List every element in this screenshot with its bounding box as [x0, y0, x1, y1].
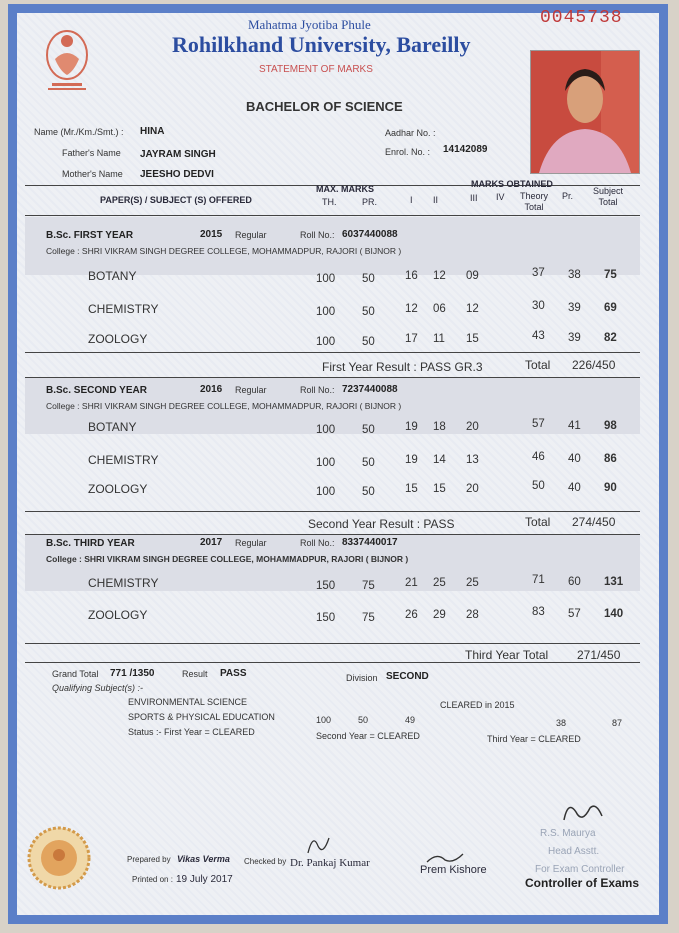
- subject-name: CHEMISTRY: [88, 302, 159, 316]
- max-pr: 75: [362, 612, 375, 624]
- max-pr: 75: [362, 580, 375, 592]
- max-pr: 50: [362, 273, 375, 285]
- col-ii: II: [433, 195, 439, 205]
- practical-marks: 39: [568, 332, 581, 344]
- col-marks-obtained: MARKS OBTAINED: [471, 179, 553, 189]
- year-total-value: 274/450: [572, 515, 616, 529]
- degree-title: BACHELOR OF SCIENCE: [246, 99, 403, 114]
- marks-ii: 11: [433, 333, 445, 345]
- university-name: Rohilkhand University, Bareilly: [172, 32, 471, 57]
- status-second-year: Second Year = CLEARED: [316, 731, 420, 741]
- marks-i: 26: [405, 609, 418, 621]
- theory-total: 83: [532, 606, 545, 618]
- status-first-year: Status :- First Year = CLEARED: [128, 727, 255, 737]
- marks-i: 19: [405, 454, 418, 466]
- enrol-label: Enrol. No. :: [385, 147, 431, 157]
- mother-label: Mother's Name: [62, 169, 123, 179]
- sports-subject: SPORTS & PHYSICAL EDUCATION: [128, 712, 275, 722]
- marks-i: 12: [405, 303, 418, 315]
- result-rule: [25, 511, 640, 512]
- max-pr: 50: [362, 424, 375, 436]
- mother-name: JEESHO DEDVI: [140, 169, 214, 180]
- max-th: 150: [316, 612, 336, 624]
- subject-total: 131: [604, 576, 624, 588]
- marks-iii: 09: [466, 270, 479, 282]
- signature-prem: [425, 850, 465, 866]
- subject-total: 75: [604, 269, 617, 281]
- summary-top-rule: [25, 662, 640, 663]
- student-name: HINA: [140, 126, 165, 137]
- marks-ii: 06: [433, 303, 446, 315]
- theory-total: 50: [532, 480, 545, 492]
- practical-marks: 41: [568, 420, 581, 432]
- marks-ii: 18: [433, 421, 446, 433]
- marks-i: 21: [405, 577, 418, 589]
- grand-total-value: 771 /1350: [110, 668, 155, 679]
- env-status: CLEARED in 2015: [440, 700, 515, 710]
- marks-i: 16: [405, 270, 418, 282]
- signature-controller: [560, 798, 604, 826]
- roll-label: Roll No.:: [300, 538, 335, 548]
- marks-ii: 15: [433, 483, 446, 495]
- col-pr: PR.: [362, 197, 378, 207]
- marks-iii: 20: [466, 483, 479, 495]
- practical-marks: 57: [568, 608, 581, 620]
- theory-total: 37: [532, 267, 545, 279]
- year-exam-year: 2017: [200, 537, 223, 548]
- subject-total: 69: [604, 302, 617, 314]
- max-th: 100: [316, 486, 336, 498]
- subject-name: ZOOLOGY: [88, 608, 148, 622]
- college-name: College : SHRI VIKRAM SINGH DEGREE COLLEGE, MOHAMMADPUR, RAJORI ( BIJNOR ): [46, 246, 402, 256]
- year-total-label: Third Year Total: [465, 648, 549, 662]
- roll-label: Roll No.:: [300, 230, 335, 240]
- theory-total: 57: [532, 418, 545, 430]
- subject-name: CHEMISTRY: [88, 576, 159, 590]
- marks-i: 15: [405, 483, 418, 495]
- year-type: Regular: [235, 385, 267, 395]
- marks-iii: 13: [466, 454, 479, 466]
- year-title: B.Sc. SECOND YEAR: [46, 385, 147, 396]
- enrol-number: 14142089: [443, 144, 488, 155]
- col-papers: PAPER(S) / SUBJECT (S) OFFERED: [100, 195, 252, 205]
- status-third-year: Third Year = CLEARED: [487, 734, 581, 744]
- practical-marks: 38: [568, 269, 581, 281]
- max-pr: 50: [362, 306, 375, 318]
- year-total-value: 226/450: [572, 358, 616, 372]
- document-type: STATEMENT OF MARKS: [259, 64, 373, 75]
- marks-ii: 29: [433, 609, 446, 621]
- marks-iii: 15: [466, 333, 479, 345]
- max-th: 100: [316, 424, 336, 436]
- marks-i: 19: [405, 421, 418, 433]
- max-th: 100: [316, 273, 336, 285]
- college-name: College : SHRI VIKRAM SINGH DEGREE COLLEGE, MOHAMMADPUR, RAJORI ( BIJNOR ): [46, 554, 409, 564]
- roll-number: 6037440088: [342, 229, 398, 240]
- year-exam-year: 2015: [200, 229, 223, 240]
- father-label: Father's Name: [62, 148, 121, 158]
- col-iv: IV: [496, 192, 505, 202]
- col-subject-total: Subject Total: [592, 186, 624, 207]
- max-th: 100: [316, 306, 336, 318]
- marks-i: 17: [405, 333, 418, 345]
- controller-title-bold: Controller of Exams: [525, 876, 640, 890]
- college-name: College : SHRI VIKRAM SINGH DEGREE COLLEGE, MOHAMMADPUR, RAJORI ( BIJNOR ): [46, 401, 402, 411]
- env-science: ENVIRONMENTAL SCIENCE: [128, 697, 248, 707]
- max-th: 150: [316, 580, 336, 592]
- year-total-value: 271/450: [577, 648, 621, 662]
- serial-number: 0045738: [540, 8, 623, 28]
- printed-date: 19 July 2017: [176, 874, 233, 885]
- subject-name: BOTANY: [88, 420, 137, 434]
- result-label: Result: [182, 669, 208, 679]
- prepared-label: Prepared by: [127, 855, 171, 864]
- max-th: 100: [316, 336, 336, 348]
- aadhar-label: Aadhar No. :: [385, 128, 436, 138]
- col-iii: III: [470, 193, 478, 203]
- controller-title: Head Asstt.: [548, 846, 600, 857]
- col-th: TH.: [322, 197, 337, 207]
- col-max-marks: MAX. MARKS: [316, 184, 374, 194]
- marks-iii: 25: [466, 577, 479, 589]
- marks-iii: 28: [466, 609, 479, 621]
- theory-total: 46: [532, 451, 545, 463]
- max-pr: 50: [362, 486, 375, 498]
- father-name: JAYRAM SINGH: [140, 149, 216, 160]
- marks-iii: 20: [466, 421, 479, 433]
- result-rule: [25, 352, 640, 353]
- subject-name: ZOOLOGY: [88, 482, 148, 496]
- subject-total: 98: [604, 420, 617, 432]
- max-pr: 50: [362, 336, 375, 348]
- practical-marks: 39: [568, 302, 581, 314]
- division-label: Division: [346, 673, 378, 683]
- max-pr: 50: [362, 457, 375, 469]
- col-i: I: [410, 195, 413, 205]
- year-title: B.Sc. FIRST YEAR: [46, 230, 134, 241]
- theory-total: 43: [532, 330, 545, 342]
- subject-name: CHEMISTRY: [88, 453, 159, 467]
- checked-by: Dr. Pankaj Kumar: [290, 857, 370, 869]
- university-subtitle: Mahatma Jyotiba Phule: [248, 17, 371, 32]
- subject-total: 86: [604, 453, 617, 465]
- subject-name: BOTANY: [88, 269, 137, 283]
- year-type: Regular: [235, 230, 267, 240]
- subject-total: 140: [604, 608, 624, 620]
- signature-checked: [303, 828, 333, 858]
- subject-total: 90: [604, 482, 617, 494]
- controller-for: For Exam Controller: [535, 864, 625, 875]
- year-exam-year: 2016: [200, 384, 223, 395]
- marks-ii: 12: [433, 270, 446, 282]
- roll-label: Roll No.:: [300, 385, 335, 395]
- result-rule: [25, 643, 640, 644]
- sports-max-pr: 50: [358, 715, 369, 725]
- year-type: Regular: [235, 538, 267, 548]
- sports-total: 87: [612, 718, 623, 728]
- col-pr-obtained: Pr.: [562, 191, 574, 201]
- sports-theory: 38: [556, 718, 567, 728]
- practical-marks: 60: [568, 576, 581, 588]
- theory-total: 30: [532, 300, 545, 312]
- subject-total: 82: [604, 332, 617, 344]
- practical-marks: 40: [568, 453, 581, 465]
- marks-ii: 25: [433, 577, 446, 589]
- max-th: 100: [316, 457, 336, 469]
- result-value: PASS: [220, 668, 247, 679]
- sports-marks-i: 49: [405, 715, 416, 725]
- marks-ii: 14: [433, 454, 446, 466]
- prem-kishore: Prem Kishore: [420, 864, 487, 876]
- year-title: B.Sc. THIRD YEAR: [46, 538, 135, 549]
- student-photo: [530, 50, 640, 174]
- marks-iii: 12: [466, 303, 479, 315]
- year-total-label: Total: [525, 358, 551, 372]
- theory-total: 71: [532, 574, 545, 586]
- practical-marks: 40: [568, 482, 581, 494]
- header-bottom-rule: [25, 215, 640, 216]
- col-theory-total: Theory Total: [519, 191, 548, 212]
- printed-label: Printed on :: [132, 875, 173, 884]
- year-result: Second Year Result : PASS: [308, 517, 455, 531]
- subject-name: ZOOLOGY: [88, 332, 148, 346]
- name-label: Name (Mr./Km./Smt.) :: [34, 127, 124, 137]
- sports-max-th: 100: [316, 715, 332, 725]
- grand-total-label: Grand Total: [52, 669, 99, 679]
- qualifying-label: Qualifying Subject(s) :-: [52, 683, 144, 693]
- university-logo: [38, 25, 96, 93]
- roll-number: 7237440088: [342, 384, 398, 395]
- prepared-by: Vikas Verma: [177, 854, 230, 864]
- roll-number: 8337440017: [342, 537, 398, 548]
- controller-name: R.S. Maurya: [540, 828, 596, 839]
- year-total-label: Total: [525, 515, 551, 529]
- year-result: First Year Result : PASS GR.3: [322, 360, 483, 374]
- university-seal: [26, 825, 92, 891]
- division-value: SECOND: [386, 671, 429, 682]
- checked-label: Checked by: [244, 857, 287, 866]
